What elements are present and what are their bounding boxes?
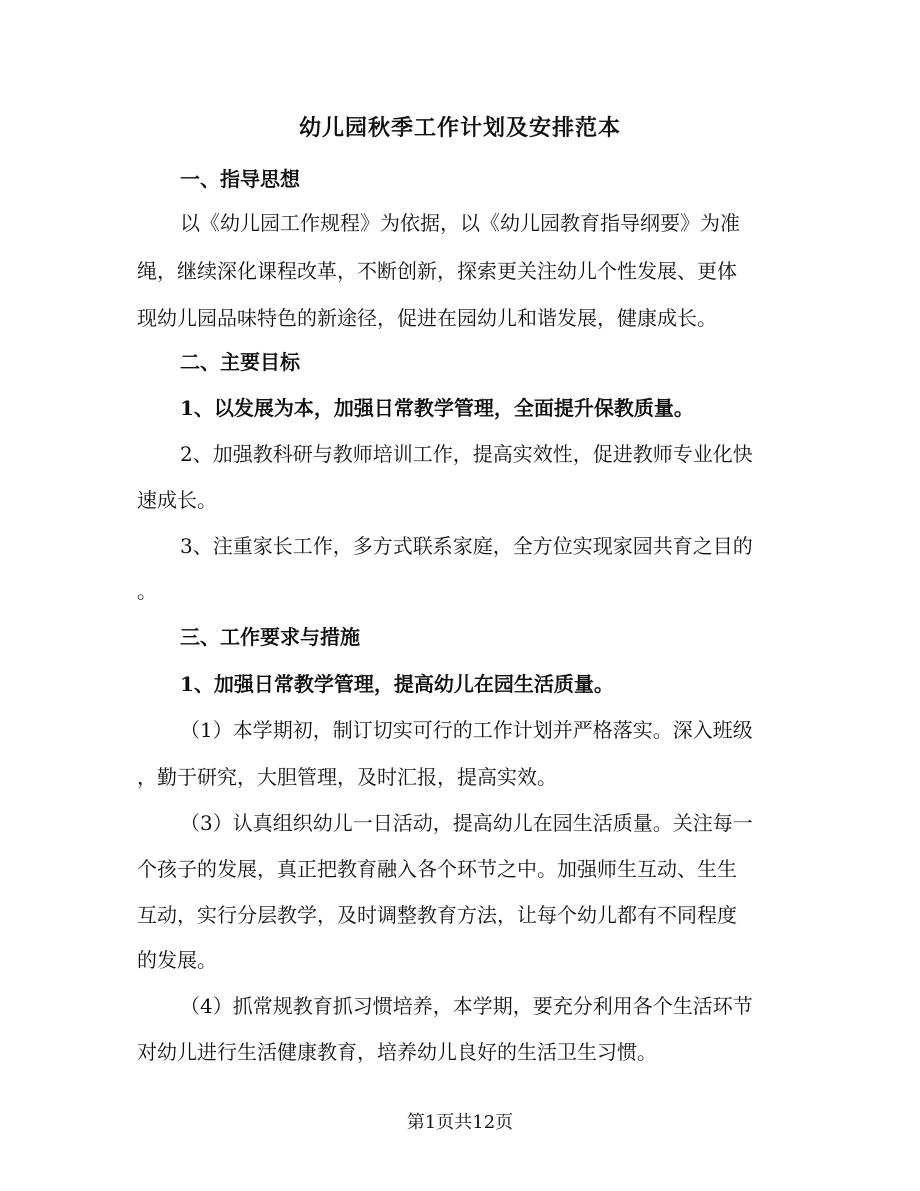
measure-item-1: 1、加强日常教学管理，提高幼儿在园生活质量。 (180, 672, 614, 696)
paragraph-line: 。 (137, 579, 157, 603)
goal-item-3: 3、注重家长工作，多方式联系家庭，全方位实现家园共育之目的 (180, 534, 753, 558)
section-heading-guiding-ideology: 一、指导思想 (180, 167, 300, 191)
paragraph-line: 速成长。 (137, 488, 217, 512)
paragraph-line: ，勤于研究，大胆管理，及时汇报，提高实效。 (137, 765, 557, 789)
paragraph-line: 互动，实行分层教学，及时调整教育方法，让每个幼儿都有不同程度 (137, 903, 737, 927)
paragraph-line: （3）认真组织幼儿一日活动，提高幼儿在园生活质量。关注每一 (180, 811, 753, 835)
paragraph-line: 个孩子的发展，真正把教育融入各个环节之中。加强师生互动、生生 (137, 857, 737, 881)
paragraph-line: 绳，继续深化课程改革，不断创新，探索更关注幼儿个性发展、更体 (137, 259, 737, 283)
document-title: 幼儿园秋季工作计划及安排范本 (298, 115, 621, 141)
paragraph-line: （4）抓常规教育抓习惯培养，本学期，要充分利用各个生活环节 (180, 994, 753, 1018)
section-heading-requirements: 三、工作要求与措施 (180, 625, 360, 649)
goal-item-1: 1、以发展为本，加强日常教学管理，全面提升保教质量。 (180, 396, 694, 420)
section-heading-main-goals: 二、主要目标 (180, 350, 300, 374)
paragraph-line: 现幼儿园品味特色的新途径，促进在园幼儿和谐发展，健康成长。 (137, 306, 717, 330)
paragraph-line: 以《幼儿园工作规程》为依据，以《幼儿园教育指导纲要》为准 (180, 211, 740, 235)
goal-item-2: 2、加强教科研与教师培训工作，提高实效性，促进教师专业化快 (180, 442, 753, 466)
paragraph-line: 的发展。 (137, 948, 217, 972)
paragraph-line: 对幼儿进行生活健康教育，培养幼儿良好的生活卫生习惯。 (137, 1040, 657, 1064)
page-number: 第1页共12页 (406, 1112, 514, 1133)
paragraph-line: （1）本学期初，制订切实可行的工作计划并严格落实。深入班级 (180, 718, 753, 742)
